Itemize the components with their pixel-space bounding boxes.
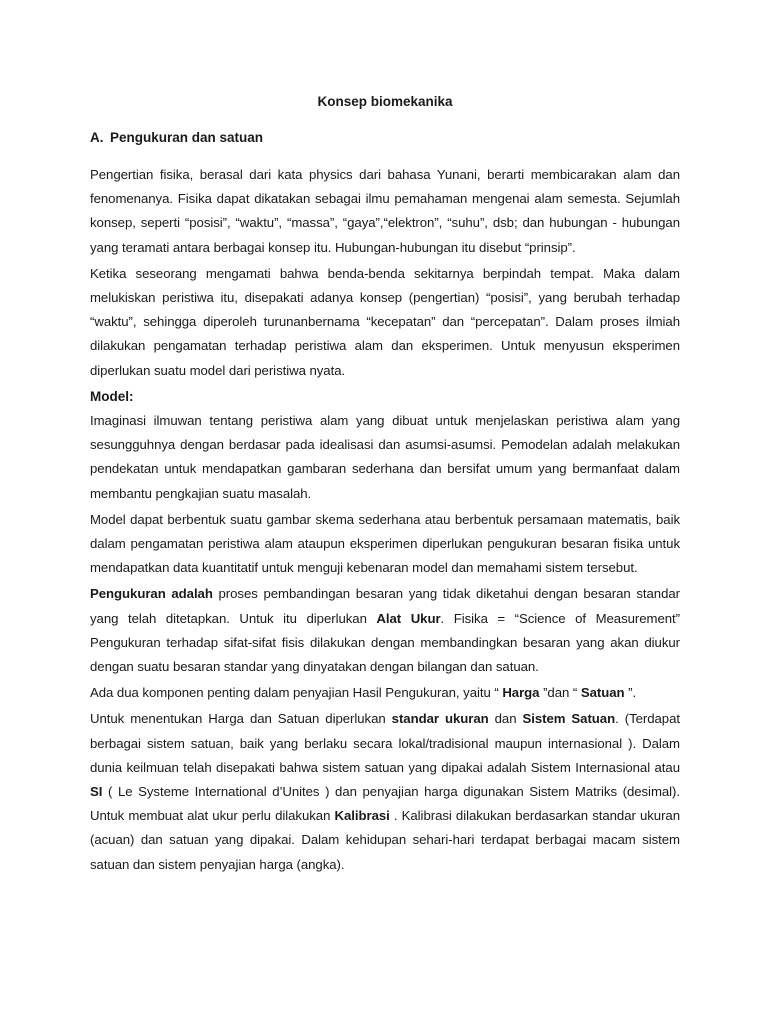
term-alat-ukur: Alat Ukur (376, 610, 441, 626)
term-kalibrasi: Kalibrasi (334, 808, 390, 824)
section-title: Pengukuran dan satuan (110, 130, 264, 145)
paragraph-konsep-posisi: Ketika seseorang mengamati bahwa benda-benda sekitarnya berpindah tempat. Maka dalam melukiskan peristiwa itu, disepakati adanya konsep (pengertian) “posisi”, yang berubah terhadap “waktu”, sehingga diperoleh turunanbernama “kecepatan” dan “percepatan”. Dalam proses ilmiah dilakukan pengamatan terhadap peristiwa alam dan eksperimen. Untuk menyusun eksperimen diperlukan suatu model dari peristiwa nyata. (90, 265, 680, 378)
paragraph-sistem-text-5: . Kalibrasi dilakukan berdasarkan standar ukuran (acuan) dan satuan yang dipakai. Dalam kehidupan sehari-hari terdapat berbagai macam sistem satuan dan sistem penyajian harga (angka). (90, 808, 680, 872)
paragraph-fisika-definition: Pengertian fisika, berasal dari kata physics dari bahasa Yunani, berarti membicarakan alam dan fenomenanya. Fisika dapat dikatakan sebagai ilmu pemahaman mengenai alam semesta. Sejumlah konsep, seperti “posisi”, “waktu”, “massa”, “gaya”,“elektron”, “suhu”, dsb; dan hubungan - hubungan yang teramati antara berbagai konsep itu. Hubungan-hubungan itu disebut “prinsip”. (90, 167, 680, 255)
term-satuan: Satuan (580, 685, 625, 701)
paragraph-model-forms: Model dapat berbentuk suatu gambar skema sederhana atau berbentuk persamaan matematis, baik dalam pengamatan peristiwa alam ataupun eksperimen diperlukan pengukuran besaran fisika untuk mendapatkan data kuantitatif untuk menguji kebenaran model dan memahami sistem tersebut. (90, 511, 680, 576)
paragraph-komponen-text-1: Ada dua komponen penting dalam penyajian Hasil Pengukuran, yaitu “ (90, 685, 503, 701)
paragraph-komponen-text-3: ”. (624, 685, 637, 701)
model-heading: Model: (90, 388, 134, 404)
term-sistem-satuan: Sistem Satuan (522, 711, 616, 727)
paragraph-pengukuran-text-2: . Fisika = “Science of Measurement” Pengukuran terhadap sifat-sifat fisis dilakukan dengan membandingkan besaran yang akan diukur dengan suatu besaran standar yang dinyatakan dengan bilangan dan satuan. (90, 610, 680, 675)
paragraph-komponen-text-2: ”dan “ (539, 685, 581, 701)
paragraph-pengukuran (90, 582, 680, 679)
term-standar-ukuran: standar ukuran (391, 711, 489, 727)
paragraph-pengukuran-text-1: proses pembandingan besaran yang tidak diketahui dengan besaran standar yang telah ditetapkan. Untuk itu diperlukan (90, 586, 680, 626)
page-title: Konsep biomekanika (317, 94, 453, 109)
term-harga: Harga (502, 685, 540, 701)
paragraph-sistem-text-1: Untuk menentukan Harga dan Satuan diperlukan (90, 711, 392, 727)
section-number: A. (90, 130, 104, 145)
paragraph-model-definition: Imaginasi ilmuwan tentang peristiwa alam yang dibuat untuk menjelaskan peristiwa alam yang sesungguhnya dengan berdasar pada idealisasi dan asumsi-asumsi. Pemodelan adalah melakukan pendekatan untuk mendapatkan gambaran sederhana dan bersifat umum yang bermanfaat dalam membantu pengkajian suatu masalah. (90, 413, 680, 501)
paragraph-sistem-text-2: dan (488, 711, 523, 727)
section-heading (90, 130, 680, 146)
paragraph-sistem-text-4: ( Le Systeme International d’Unites ) dan penyajian harga digunakan Sistem Matriks (desimal). Untuk membuat alat ukur perlu dilakukan (90, 784, 680, 824)
term-si: SI (90, 784, 103, 800)
paragraph-sistem-text-3: . (Terdapat berbagai sistem satuan, baik yang berlaku secara lokal/tradisional maupun internasional ). Dalam dunia keilmuan telah disepakati bahwa sistem satuan yang dipakai adalah Sistem Internasional atau (90, 711, 680, 775)
term-pengukuran-adalah: Pengukuran adalah (90, 586, 213, 602)
paragraph-sistem-satuan (90, 707, 680, 876)
paragraph-komponen (90, 681, 680, 705)
